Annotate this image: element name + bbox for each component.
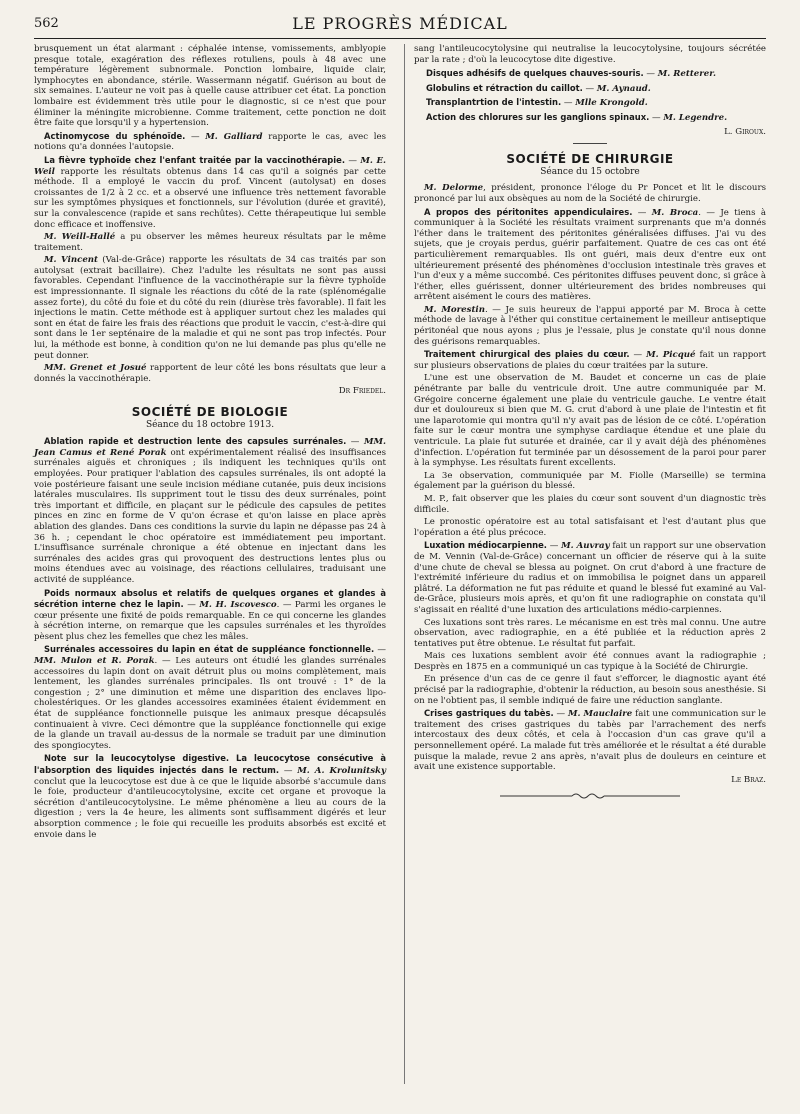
seance-date: Séance du 15 octobre: [540, 166, 640, 177]
article-title: Traitement chirurgical des plaies du cœur.: [424, 349, 630, 360]
paragraph: Mais ces luxations semblent avoir été connues avant la radiographie ; Desprès en 1875 en a communiqué un cas typique à la Société de Chirurgie.: [414, 651, 766, 672]
article-poids-normaux: Poids normaux absolus et relatifs de quelques organes et glandes à sécrétion interne chez le lapin. — M. H. Iscovesco. — Parmi les organes le cœur présente une fixité de poids remarquable. En ce qui concerne les glandes à sécrétion interne, on remarque que les capsules surrénales et les thyroïdes pèsent plus chez les femelles que chez les mâles.: [34, 587, 387, 642]
article-author: M. Auvray: [561, 541, 610, 552]
article-author: M. Vincent: [44, 255, 98, 266]
paragraph: sang l'antileucocytolysine qui neutralise la leucocytolysine, toujours sécrétée par la rate ; d'où la leucocytose dite digestive.: [414, 44, 766, 65]
section-heading-biologie: SOCIÉTÉ DE BIOLOGIE: [131, 405, 289, 419]
article-title: Transplantrtion de l'intestin.: [426, 97, 562, 108]
article-title: Ablation rapide et destruction lente des capsules surrénales.: [44, 436, 347, 447]
signature: Dr Friedel.: [338, 386, 386, 397]
article-title: Globulins et rétraction du caillot.: [426, 82, 583, 93]
article-author: M. Galliard: [205, 131, 263, 142]
article-title: A propos des péritonites appendiculaires.: [424, 206, 633, 217]
paragraph: En présence d'un cas de ce genre il faut s'efforcer, le diagnostic ayant été précisé par la radiographie, d'obtenir la réduction, au besoin sous anesthésie. Si on ne l'obtient pas, il semble indiqué de faire une réduction sanglante.: [414, 674, 766, 706]
article-surrenales-accessoires: Surrénales accessoires du lapin en état de suppléance fonctionnelle. — MM. Mulon et R. Porak. — Les auteurs ont étudié les glandes surrénales accessoires du lapin dont on avait détruit plus ou moins complètement, mais lentement, les glandes surrénales principales. Ils ont trouvé : 1° de la congestion ; 2° une diminution et même une disparition des enclaves lipo-cholestériques. Or les glandes accessoires examinées étaient évidemment en état de suppléance fonctionnelle puisque les animaux presque décapsulés continuaient à vivre. Ceci démontre que la suppléance fonctionnelle qui exige de la glande un travail au-dessus de la normale se traduit par une diminution des spongiocytes.: [34, 644, 387, 751]
article-author: M. Picqué: [646, 350, 696, 361]
page-header: [34, 14, 766, 39]
article-author: MM. Jean Camus et René Porak: [34, 437, 386, 458]
discussion-item: Transplantrtion de l'intestin. — Mlle Krongold.: [426, 97, 648, 109]
paragraph: brusquement un état alarmant : céphalée intense, vomissements, amblyopie presque totale, exagération des réflexes rotuliens, pouls à 48 avec une température légèrement subnormale. Ponction lombaire, liquide clair, lymphocytes en abondance, stérile. Wassermann négatif. Guérison au bout de six semaines. L'auteur ne voit pas à quelle cause attribuer cet état. La ponction lombaire est évidemment très utile pour le diagnostic, si ce n'est que pour éliminer la méningite microbienne. Comme traitement, cette ponction ne doit être faite que lorsqu'il y a hypertension.: [34, 44, 386, 129]
article-author: MM. Mulon et R. Porak: [34, 656, 155, 667]
right-column: [414, 44, 766, 805]
article-title: Crises gastriques du tabès.: [424, 708, 554, 719]
article-title: Disques adhésifs de quelques chauves-souris.: [426, 68, 644, 79]
divider: [573, 143, 607, 144]
article-author: Mlle Krongold.: [575, 98, 648, 109]
article-actinomycose: Actinomycose du sphénoïde. — M. Galliard rapporte le cas, avec les notions qu'a données l'autopsie.: [34, 130, 386, 153]
column-divider: [404, 44, 405, 1084]
paragraph: L'une est une observation de M. Baudet et concerne un cas de plaie pénétrante par balle du ventricule droit. Une autre communiquée par M. Grégoire concerne également une plaie du ventricule gauche. Le ventre était dur et douloureux si bien que M. G. crut d'abord à une plaie de l'intestin et fit une laparotomie qui montra qu'il n'y avait pas de lésion de ce côté. L'opération faite sur le cœur montra une symphyse cardiaque étendue et une plaie du ventricule. La plaie fut suturée et drainée, car il y avait déjà des phénomènes d'infection. L'opération fut terminée par un désossement de la paroi pour parer à la symphyse. Les résultats furent excellents.: [414, 373, 766, 469]
article-ablation: Ablation rapide et destruction lente des capsules surrénales. — MM. Jean Camus et René Porak ont expérimentalement réalisé des insuffisances surrénales aiguës et chroniques ; ils indiquent les techniques qu'ils ont employées. Pour pratiquer l'ablation des capsules surrénales, ils ont adopté la voie postérieure faisant une seule incision médiane cutanée, puis deux incisions latérales musculaires. Ils suppriment tout le tissu des deux surrénales, point très important et difficile, en plaçant sur le pédicule des capsules de petites pinces en zinc en forme de V qu'on écrase et qu'on laisse en place après ablation des glandes. Dans ces conditions la survie du lapin ne dépasse pas 24 à 36 h. ; cependant le choc opératoire est immédiatement peu important. L'insuffisance surrénale chronique a été obtenue en injectant dans les surrénales des acides gras qui provoquent des destructions lentes plus ou moins étendues avec au voisinage, des réactions cellulaires, traduisant une activité de suppléance.: [34, 436, 386, 585]
article-author: M. Morestin: [424, 304, 485, 315]
paragraph: M. P., fait observer que les plaies du cœur sont souvent d'un diagnostic très difficile.: [414, 493, 766, 515]
article-title: Note sur la leucocytolyse digestive. La leucocytose consécutive à l'absorption des liquides injectés dans le rectum.: [34, 753, 386, 775]
article-luxation: Luxation médiocarpienne. — M. Auvray fait un rapport sur une observation de M. Vennin (Val-de-Grâce) concernant un officier de réserve qui à la suite d'une chute de cheval se blessa au poignet. On crut d'abord à une fracture de l'extrémité inférieure du radius et on immobilisa le poignet dans un appareil plâtré. La déformation ne fut pas réduite et quand le blessé fut examiné au Val-de-Grâce, plusieurs mois après, et qu'on fit une radiographie on constata qu'il s'agissait en réalité d'une luxation des articulations médio-carpiennes.: [414, 540, 766, 615]
article-peritonites: A propos des péritonites appendiculaires. — M. Broca. — Je tiens à communiquer à la Société les résultats vraiment surprenants que m'a donnés l'éther dans le traitement des péritonites généralisées diffuses. J'ai vu des sujets, que je croyais perdus, guérir parfaitement. Quatre de ces cas ont été particulièrement remarquables. Ils ont guéri, mais deux d'entre eux ont ultérieurement présenté des phénomènes d'occlusion intestinale très graves et l'un d'eux y a même succombé. Ces péritonites diffuses peuvent donc, si grâce à l'éther, elles guérissent, donner ultérieurement des brides nombreuses qui arrêtent aisément le cours des matières.: [414, 206, 766, 303]
paragraph-weill-halle: M. Weill-Hallé a pu observer les mêmes heureux résultats par le même traitement.: [34, 232, 386, 253]
article-author: M. Weill-Hallé: [44, 232, 116, 243]
article-author: M. Retterer.: [657, 69, 716, 80]
article-author: M. A. Krolunitsky: [297, 766, 386, 776]
article-title: Action des chlorures sur les ganglions spinaux.: [426, 111, 650, 122]
page-number: 562: [34, 16, 59, 31]
discussion-item: Globulins et rétraction du caillot. — M. Aynaud.: [426, 82, 651, 94]
paragraph-vincent: M. Vincent (Val-de-Grâce) rapporte les résultats de 34 cas traités par son autolysat (extrait bacillaire). Chez l'adulte les résultats ne sont pas aussi favorables. Cependant l'influence de la vaccinothérapie sur la fièvre typhoïde est impressionnante. Il signale les réactions du côté de la rate (splénomégalie assez forte), du côté du foie et du côté du rein (diurèse très favorable). Il fait les injections le matin. Cette méthode est à appliquer surtout chez les malades qui sont en état de faire les frais des réactions que produit le vaccin, c'est-à-dire qui sont dans le 1er septénaire de la maladie et qui ne sont pas trop infectés. Pour lui, la méthode est bonne, à condition qu'on ne lui demande pas plus qu'elle ne peut donner.: [34, 255, 386, 361]
article-author: M. Broca: [651, 207, 699, 218]
paragraph-grenet: MM. Grenet et Josué rapportent de leur côté les bons résultats que leur a donnés la vaccinothérapie.: [34, 363, 386, 384]
article-crises-gastriques: Crises gastriques du tabès. — M. Mauclaire fait une communication sur le traitement des crises gastriques du tabès par l'arrachement des nerfs intercostaux des deux côtés, et cela à l'occasion d'un cas grave qu'il a personnellement opéré. La malade fut très améliorée et le résultat a été durable puisque la malade, revue 2 ans après, n'avait plus de douleurs en ceinture et avait une existence supportable.: [414, 708, 766, 773]
signature: L. Giroux.: [724, 126, 766, 137]
article-fievre-typhoide: La fièvre typhoïde chez l'enfant traitée par la vaccinothérapie. — M. E. Weil rapporte les résultats obtenus dans 14 cas qu'il a soignés par cette méthode. Il a employé le vaccin du prof. Vincent (autolysat) en doses croissantes de 1/2 à 2 cc. et a observé une influence très nettement favorable sur les symptômes physiques et fonctionnels, sur l'évolution (durée et gravité), sur la convalescence (rapide et sans rechûtes). Cette thérapeutique lui semble donc efficace et inoffensive.: [34, 154, 386, 230]
paragraph: La 3e observation, communiquée par M. Fiolle (Marseille) se termina également par la guérison du blessé.: [414, 470, 766, 492]
article-author: MM. Grenet et Josué: [44, 363, 147, 374]
paragraph: Ces luxations sont très rares. Le mécanisme en est très mal connu. Une autre observation, avec radiographie, en a été publiée et la réduction après 2 tentatives put être obtenue. Le résultat fut parfait.: [414, 617, 766, 649]
signature: Le Braz.: [731, 774, 766, 785]
article-title: Poids normaux absolus et relatifs de quelques organes et glandes à sécrétion interne chez le lapin.: [34, 587, 386, 610]
ornament-divider: [414, 791, 766, 805]
section-heading-chirurgie: SOCIÉTÉ DE CHIRURGIE: [506, 152, 674, 167]
article-title: La fièvre typhoïde chez l'enfant traitée par la vaccinothérapie.: [44, 154, 346, 165]
article-author: M. H. Iscovesco: [199, 600, 277, 611]
article-leucocytolyse: Note sur la leucocytolyse digestive. La leucocytose consécutive à l'absorption des liquides injectés dans le rectum. — M. A. Krolunitsky conclut que la leucocytose est due à ce que le liquide absorbé s'accumule dans le foie, producteur d'antileucocytolysine, excite cet organe et provoque la sécrétion d'antileucocytolysine. Le même phénomène a lieu au cours de la digestion ; vers la 4e heure, les aliments sont suffisamment digérés et leur absorption commence ; le foie qui recueille les produits absorbés est excité et envoie dans le: [34, 753, 386, 840]
paragraph-morestin: M. Morestin. — Je suis heureux de l'appui apporté par M. Broca à cette méthode de lavage à l'éther qui constitue certainement le meilleur antiseptique péritonéal que nous ayons ; plus je l'essaie, plus je constate qu'il nous donne des guérisons remarquables.: [414, 304, 766, 347]
left-column: [34, 44, 386, 842]
article-plaies-coeur: Traitement chirurgical des plaies du cœur. — M. Picqué fait un rapport sur plusieurs observations de plaies du cœur traitées par la suture.: [414, 349, 767, 371]
article-author: M. E. Weil: [34, 155, 386, 177]
article-author: M. Delorme: [424, 183, 484, 194]
seance-date: Séance du 18 octobre 1913.: [145, 419, 275, 430]
discussion-item: Action des chlorures sur les ganglions spinaux. — M. Legendre.: [426, 111, 728, 123]
paragraph: Le pronostic opératoire est au total satisfaisant et l'est d'autant plus que l'opération a été plus précoce.: [414, 517, 766, 538]
article-author: M. Mauclaire: [567, 709, 633, 720]
article-author: M. Aynaud.: [596, 83, 651, 94]
article-title: Actinomycose du sphénoïde.: [44, 130, 186, 141]
discussion-item: Disques adhésifs de quelques chauves-souris. — M. Retterer.: [426, 68, 716, 80]
paragraph-delorme: M. Delorme, président, prononce l'éloge du Pr Poncet et lit le discours prononcé par lui aux obsèques au nom de la Société de chirurgie.: [414, 183, 766, 204]
journal-title: LE PROGRÈS MÉDICAL: [292, 14, 508, 33]
article-author: M. Legendre.: [663, 112, 728, 123]
ornament-icon: [500, 791, 680, 801]
article-title: Luxation médiocarpienne.: [424, 540, 547, 551]
article-title: Surrénales accessoires du lapin en état de suppléance fonctionnelle.: [44, 644, 375, 655]
